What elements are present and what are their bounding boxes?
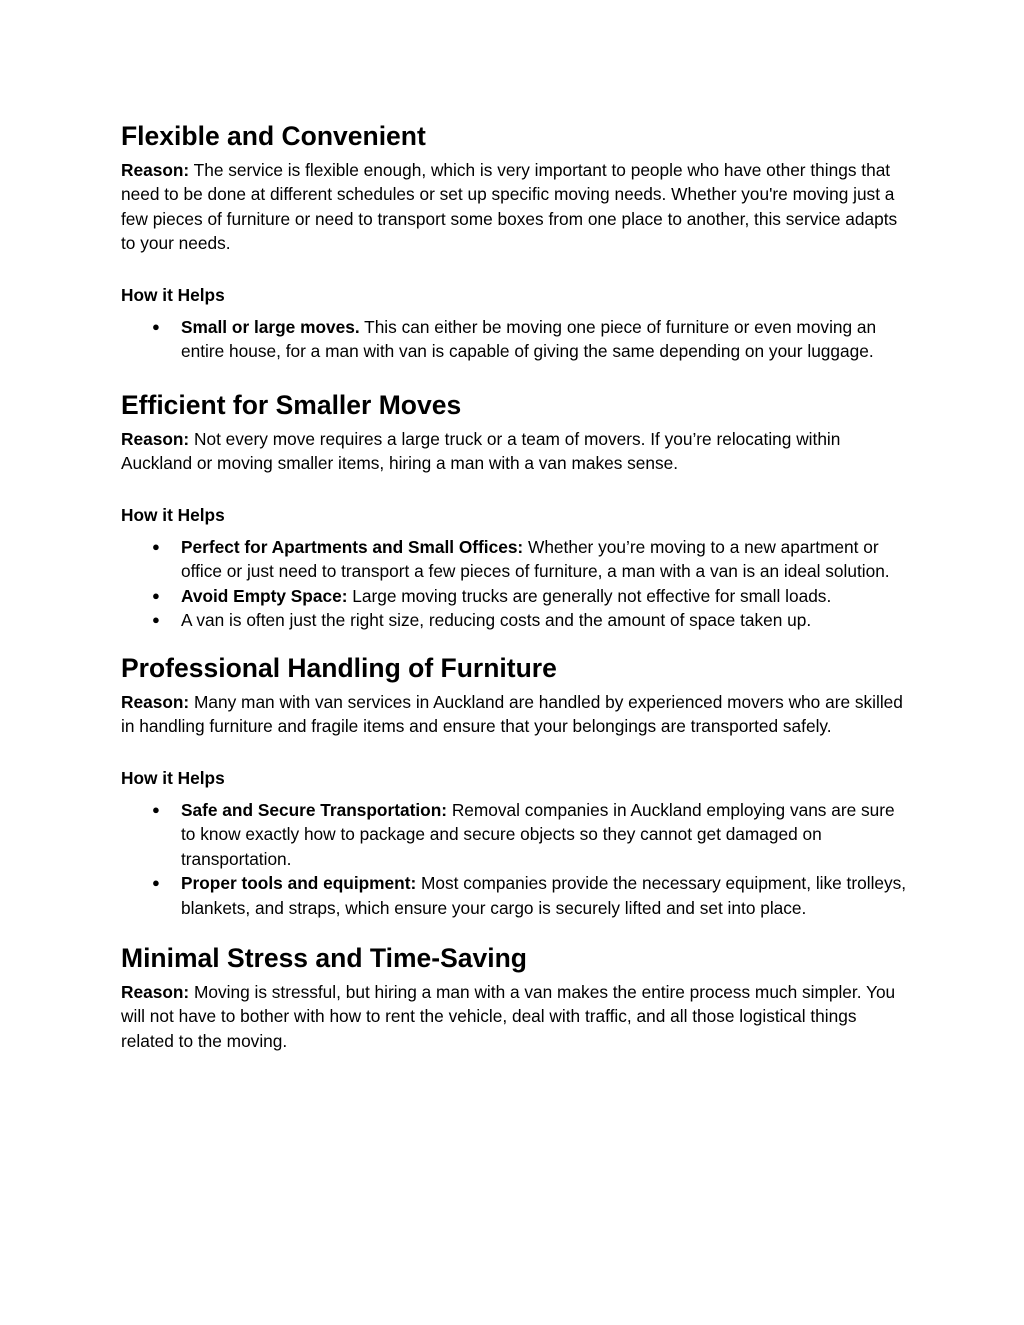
bullet-icon: ● xyxy=(152,539,160,555)
how-it-helps-heading: How it Helps xyxy=(121,284,225,305)
bullet-lead: Perfect for Apartments and Small Offices: xyxy=(181,537,524,558)
section-minimal-stress xyxy=(121,940,911,1053)
section-efficient-smaller-moves xyxy=(121,387,911,633)
bullet-item xyxy=(121,535,911,584)
bullet-lead: Proper tools and equipment: xyxy=(181,873,417,894)
reason-label: Reason: xyxy=(121,160,190,180)
reason-label: Reason: xyxy=(121,691,190,712)
bullet-list xyxy=(121,535,911,633)
reason-text: Many man with van services in Auckland are handled by experienced movers who are skilled in handling furniture and fragile items and ensure that your belongings are transported safely. xyxy=(121,691,903,737)
section-heading: Professional Handling of Furniture xyxy=(121,652,557,683)
how-it-helps-heading: How it Helps xyxy=(121,504,225,525)
bullet-text: This can either be moving one piece of furniture or even moving an entire house, for a man with van is capable of giving the same depending on your luggage. xyxy=(181,317,877,362)
bullet-icon: ● xyxy=(152,612,160,628)
section-heading: Minimal Stress and Time-Saving xyxy=(121,942,527,973)
bullet-list xyxy=(121,315,911,364)
bullet-list xyxy=(121,798,911,920)
bullet-text: Whether you’re moving to a new apartment or office or just need to transport a few pieces of furniture, a man with a van is an ideal solution. xyxy=(181,537,890,582)
bullet-lead: Safe and Secure Transportation: xyxy=(181,799,448,820)
reason-paragraph xyxy=(121,690,911,739)
bullet-lead: Avoid Empty Space: xyxy=(181,585,348,606)
bullet-lead: Small or large moves. xyxy=(181,317,360,338)
bullet-icon: ● xyxy=(152,319,160,335)
section-professional-handling xyxy=(121,650,911,920)
bullet-item xyxy=(121,871,911,920)
bullet-text: Removal companies in Auckland employing vans are sure to know exactly how to package and secure objects so they cannot get damaged on transportation. xyxy=(181,799,895,869)
bullet-item xyxy=(121,608,911,632)
reason-text: Not every move requires a large truck or a team of movers. If you’re relocating within Auckland or moving smaller items, hiring a man with a van makes sense. xyxy=(121,428,841,474)
document-page xyxy=(121,118,911,1053)
bullet-item xyxy=(121,798,911,871)
section-heading: Efficient for Smaller Moves xyxy=(121,389,462,420)
bullet-text: A van is often just the right size, reducing costs and the amount of space taken up. xyxy=(181,610,812,631)
bullet-item xyxy=(121,584,911,608)
section-flexible-convenient xyxy=(121,118,911,364)
bullet-text: Large moving trucks are generally not effective for small loads. xyxy=(347,585,832,606)
bullet-icon: ● xyxy=(152,801,160,817)
reason-label: Reason: xyxy=(121,981,190,1002)
reason-paragraph xyxy=(121,980,911,1053)
bullet-icon: ● xyxy=(152,875,160,891)
section-heading: Flexible and Convenient xyxy=(121,121,426,151)
reason-paragraph xyxy=(121,158,911,256)
bullet-text: Most companies provide the necessary equipment, like trolleys, blankets, and straps, which ensure your cargo is securely lifted and set into place. xyxy=(181,873,907,918)
how-it-helps-heading: How it Helps xyxy=(121,767,225,788)
reason-text: Moving is stressful, but hiring a man with a van makes the entire process much simpler. You will not have to bother with how to rent the vehicle, deal with traffic, and all those logistical things related to the moving. xyxy=(121,981,896,1051)
bullet-icon: ● xyxy=(152,587,160,603)
bullet-item xyxy=(121,315,911,364)
reason-label: Reason: xyxy=(121,428,190,449)
reason-text: The service is flexible enough, which is very important to people who have other things that need to be done at different schedules or set up specific moving needs. Whether you're moving just a few pieces of furniture or need to transport some boxes from one place to another, this service adapts to your needs. xyxy=(121,160,898,254)
reason-paragraph xyxy=(121,427,911,476)
